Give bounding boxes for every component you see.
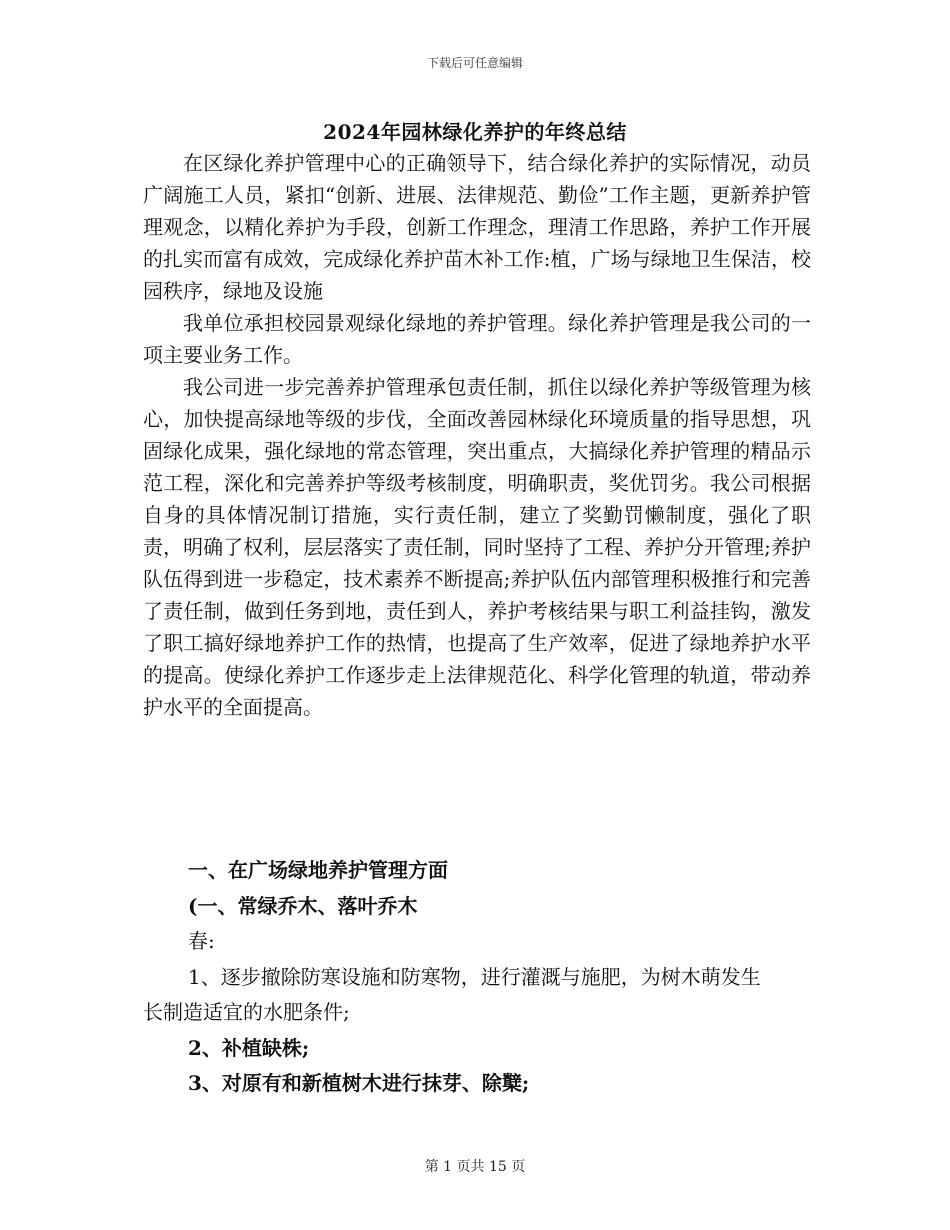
header-note: 下载后可任意编辑 [426,56,523,70]
section-heading: 一、在广场绿地养护管理方面 [188,858,448,882]
paragraph-3: 我公司进一步完善养护管理承包责任制，抓住以绿化养护等级管理为核心，加快提高绿地等级的步伐，全面改善园林绿化环境质量的指导思想，巩固绿化成果，强化绿地的常态管理，突出重点，大搞绿化养护管理的精品示范工程，深化和完善养护等级考核制度，明确职责，奖优罚劣。我公司根据自身的具体情况制订措施，实行责任制，建立了奖勤罚懒制度，强化了职责，明确了权利，层层落实了责任制，同时坚持了工程、养护分开管理;养护队伍得到进一步稳定，技术素养不断提高;养护队伍内部管理积极推行和完善了责任制，做到任务到地，责任到人，养护考核结果与职工利益挂钩，激发了职工搞好绿地养护工作的热情，也提高了生产效率，促进了绿地养护水平的提高。使绿化养护工作逐步走上法律规范化、科学化管理的轨道，带动养护水平的全面提高。 [143,375,811,719]
document-body [143,147,811,723]
season-label: 春: [188,929,215,953]
list-item-2: 2、补植缺株; [188,1035,310,1060]
list-item-3: 3、对原有和新植树木进行抹芽、除櫱; [188,1071,530,1095]
list-item-1-line-2: 长制造适宜的水肥条件; [143,1000,350,1024]
list-item-1-line-1: 1、逐步撤除防寒设施和防寒物，进行灌溉与施肥，为树木萌发生 [188,964,761,989]
paragraph-2: 我单位承担校园景观绿化绿地的养护管理。绿化养护管理是我公司的一项主要业务工作。 [143,311,811,367]
page-footer: 第 1 页共 15 页 [424,1159,526,1175]
document-body-continued [143,853,811,1102]
document-title: 2024年园林绿化养护的年终总结 [323,120,627,144]
subsection-heading: (一、常绿乔木、落叶乔木 [188,893,418,918]
paragraph-1: 在区绿化养护管理中心的正确领导下，结合绿化养护的实际情况，动员广阔施工人员，紧扣“创新、进展、法律规范、勤俭”工作主题，更新养护管理观念，以精化养护为手段，创新工作理念，理清工作思路，养护工作开展的扎实而富有成效，完成绿化养护苗木补工作:植，广场与绿地卫生保洁，校园秩序，绿地及设施 [143,151,811,303]
